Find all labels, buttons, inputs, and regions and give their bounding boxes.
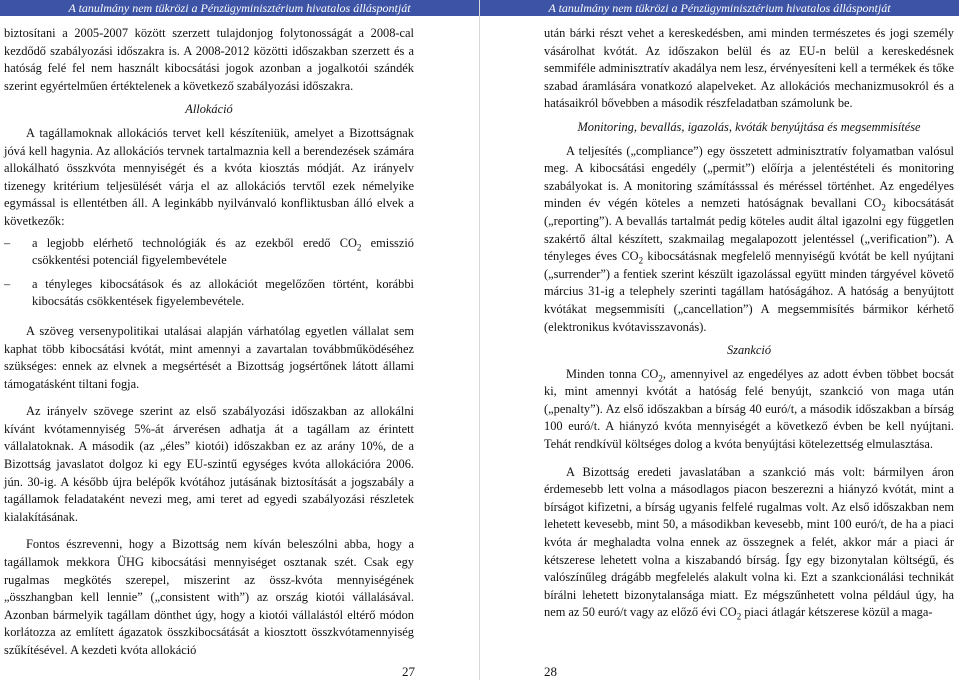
disclaimer-banner: A tanulmány nem tükrözi a Pénzügyminisztérium hivatalos álláspontját (0, 0, 479, 16)
principles-list (4, 235, 414, 311)
section-heading-monitoring: Monitoring, bevallás, igazolás, kvóták benyújtása és megsemmisítése (577, 119, 921, 134)
section-heading-allocation: Allokáció (185, 102, 233, 117)
paragraph: A teljesítés („compliance”) egy összetett adminisztratív folyamatban valósul meg. A kibocsátási engedély („permit”) előírja a jelentéstételi és monitoring szabályokat is. A monitoring számításssal és méréssel történhet. Az engedélyes minden év végén köteles a nemzeti hatóságnak bevallani $CO_2$ kibocsátását („reporting”). A bevallás tartalmát pedig köteles audit által igazolni egy független szakértő által készített, szakmailag megalapozott jelentéssel („verification”). A tényleges éves $CO_2$ kibocsátásnak megfelelő mennyiségű kvótát be kell nyújtani („surrender”) a fentiek szerint készült igazolással együtt minden tárgyével követő március 31-ig a telephely szerinti tagállam hatóságához. A hatóság a benyújtott kvótákat megsemmisíti („cancellation”) A megsemmisítés bármikor kérhető (elektronikus kvótavisszavonás). (544, 143, 954, 334)
dash-bullet-icon: – (4, 235, 11, 250)
page-number: 28 (544, 664, 557, 679)
list-item-text: a legjobb elérhető technológiák és az ezekből eredő $CO_2$ emisszió csökkentési potenciál figyelembevétele (32, 235, 414, 268)
paragraph: Az irányelv szövege szerint az első szabályozási időszakban az allokálni kívánt kvótamennyiség 5%-át árverésen adhatja át a tagállam az érintett vállalatoknak. A második (az „éles” kiotói) időszakban ez az arány 10%, de a Bizottság javaslatot dolgoz ki egy EU-szintű egységes kvóta allokációra 2006. jún. 30-ig. A később újra belépők kvótához jutásának biztosítását a jogszabály a tagállamok feladataként nevezi meg, ami teret ad egyedi szabályozási részletek kialakításának. (4, 404, 414, 524)
paragraph: Fontos észrevenni, hogy a Bizottság nem kíván beleszólni abba, hogy a tagállamok mekkora ÜHG kibocsátási mennyiséget osztanak szét. Csak egy rugalmas megkötés szerepel, miszerint az össz-kvóta mennyiségének „összhangban kell lennie” („consistent with”) az ország kiotói vállalásával. Azonban bármelyik tagállam dönthet úgy, hogy a kiotói vállalástól eltérő módon korlátozza az említett ágazatok összkibocsátását a kiosztott összkvótamennyiség szűkítésével. A kezdeti kvóta allokáció (4, 537, 414, 657)
section-heading-penalty: Szankció (726, 343, 772, 358)
disclaimer-banner: A tanulmány nem tükrözi a Pénzügyminisztérium hivatalos álláspontját (480, 0, 959, 16)
paragraph: A szöveg versenypolitikai utalásai alapján várhatólag egyetlen vállalat sem kaphat több kibocsátási kvótát, mint amennyi a zavartalan továbbműködéséhez szükséges: ennek az elvnek a megsértését a Bizottság jogsértőnek látott állami támogatásként tiltani fogja. (4, 323, 414, 391)
right-text-column (544, 25, 954, 680)
paragraph: után bárki részt vehet a kereskedésben, ami minden természetes és jogi személy vásárolhat kvótát. Az időszakon belül és az EU-n belül a kereskedésnek semmiféle adminisztratív akadálya nem lesz, érvényesíteni kell a termékek és tőke szabad áramlására vonatkozó alapelveket. Az allokációs mechanizmusokról és a hatásaikról bővebben a második részfeladatban számolunk be. (544, 26, 954, 111)
list-item (4, 276, 414, 311)
list-item-text: a tényleges kibocsátások és az allokációt megelőzően történt, korábbi kibocsátás csökkentések figyelembevétele. (32, 276, 414, 309)
page-number: 27 (402, 664, 415, 679)
right-page (480, 0, 959, 680)
paragraph: A Bizottság eredeti javaslatában a szankció más volt: bármilyen áron érdemesebb lett volna a másodlagos piacon beszerezni a hiányzó kvótát, mint a bírságot kifizetni, a bírság ugyanis felfelé rugalmas volt. Az első időszakban nem lehetett kevesebb, mint 50, a másodikban kevesebb, mint 100 euró/t, de ha a piaci kvóta ár meghaladta volna ennek az összegnek a felét, akkor már a piaci ár kétszerese lehetett volna a kiszabandó bírság. Így egy bizonytalan költségű, és valószínűleg drágább megfelelés alakult volna ki. Ezt a szankcionálási technikát bírálni lehetett bizonytalansága miatt. Ez mégszűnhetett volna például úgy, ha nem az 50 euró/t vagy az előző évi $CO_2$ piaci átlagár kétszerese közül a maga- (544, 464, 954, 622)
list-item (4, 235, 414, 270)
left-text-column (4, 25, 414, 680)
dash-bullet-icon: – (4, 276, 11, 291)
paragraph: Minden tonna $CO_2$, amennyivel az engedélyes az adott évben többet bocsát ki, mint amennyi kvótát a hatóság felé benyújt, szankció von maga után („penalty”). Az első időszakban a bírság 40 euró/t, a második időszakban a bírság 100 euró/t. A hiányzó kvóta mennyiségét a következő évben be kell nyújtani. Tehát rendkívül költséges dolog a kvóta benyújtási kötelezettség elmulasztása. (544, 366, 954, 452)
paragraph: biztosítani a 2005-2007 között szerzett tulajdonjog folytonosságát a 2008-cal kezdődő szabályozási időszakra is. A 2008-2012 közötti időszakban szerzett és a hatóság felé fel nem használt kibocsátási jogok azonban a jogalkotói szándék szerint egyértelműen értéktelenek a következő szabályozási időszakra. (4, 26, 414, 93)
paragraph: A tagállamoknak allokációs tervet kell készíteniük, amelyet a Bizottságnak jóvá kell hagynia. Az allokációs tervnek tartalmaznia kell a berendezések számára allokálható összkvóta mennyiségét és a kvóta kiosztás módját. Az irányelv tizenegy kritérium teljesülését várja el az allokációs tervtől ezek némelyike egymással is ellentétben áll. A leginkább nyilvánvaló konfliktusban álló elvek a következők: (4, 125, 414, 228)
